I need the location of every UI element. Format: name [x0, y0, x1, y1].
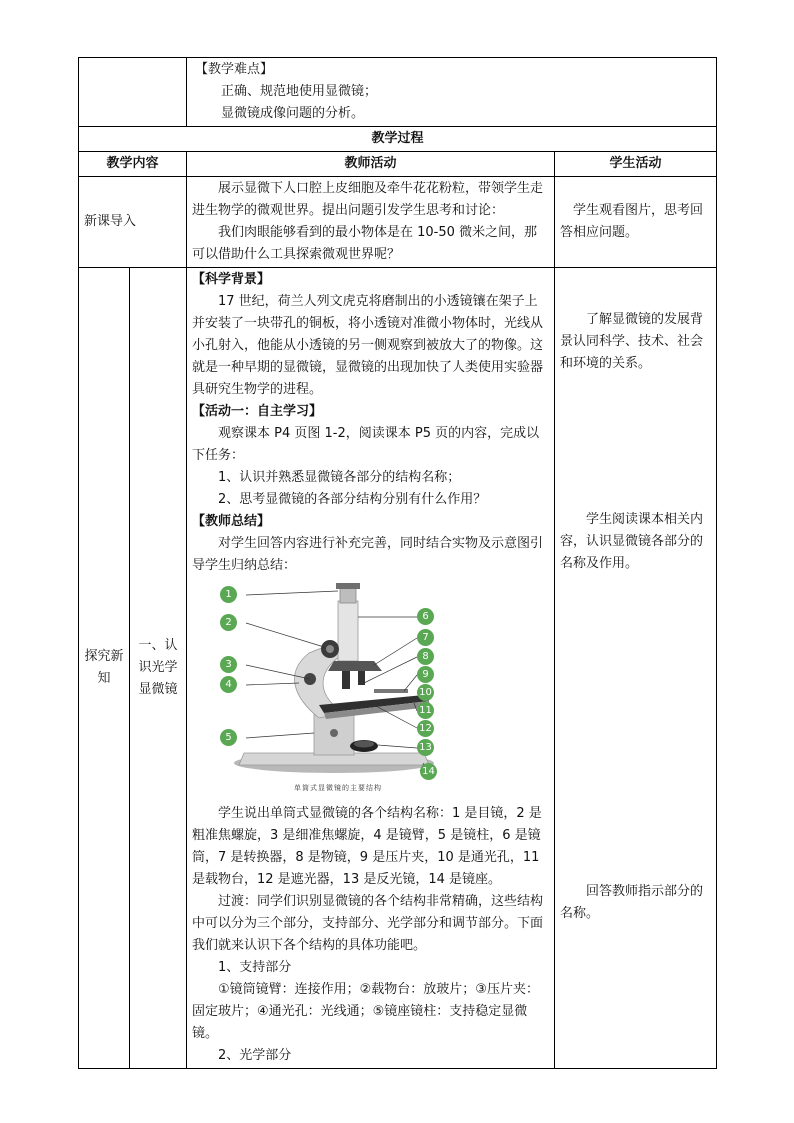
activity-text: 观察课本 P4 页图 1-2，阅读课本 P5 页的内容，完成以下任务：: [192, 426, 540, 463]
transition-text: 过渡：同学们识别显微镜的各个结构非常精确，这些结构中可以分为三个部分，支持部分、光学部分和调节部分。下面我们就来认识下各个结构的具体功能吧。: [192, 894, 544, 953]
callout-14: 14: [420, 763, 437, 780]
optics-heading: 2、光学部分: [218, 1048, 292, 1063]
science-heading: 【科学背景】: [192, 272, 271, 287]
explore-teacher: [187, 268, 555, 1069]
activity-heading: 【活动一：自主学习】: [192, 404, 323, 419]
explore-row: [79, 268, 717, 1069]
callout-1: 1: [220, 586, 237, 603]
intro-student-text: 学生观看图片，思考回答相应问题。: [560, 203, 704, 240]
callout-6: 6: [417, 608, 434, 625]
explore-student: [555, 268, 717, 1069]
intro-teacher-p1: 展示显微下人口腔上皮细胞及牵牛花花粉粒，带领学生走进生物学的微观世界。提出问题引发学生思考和讨论：: [192, 181, 544, 218]
lesson-plan-page: [78, 57, 716, 1069]
difficulty-cell: [187, 58, 717, 127]
intro-teacher-p2: 我们肉眼能够看到的最小物体是在 10-50 微米之间，那可以借助什么工具探索微观世界呢？: [192, 225, 538, 262]
support-text: ①镜筒镜臂：连接作用；②载物台：放玻片；③压片夹：固定玻片；④通光孔：光线通；⑤镜座镜柱：支持稳定显微镜。: [192, 982, 539, 1041]
header-content: 教学内容: [79, 152, 187, 177]
callout-8: 8: [417, 648, 434, 665]
microscope-diagram: [224, 583, 474, 793]
summary-heading: 【教师总结】: [192, 514, 271, 529]
callout-13: 13: [417, 739, 434, 756]
callout-5: 5: [220, 729, 237, 746]
intro-student: [555, 177, 717, 268]
header-student: 学生活动: [555, 152, 717, 177]
process-title-row: [79, 127, 717, 152]
process-title: 教学过程: [79, 127, 717, 152]
intro-label: 新课导入: [79, 177, 187, 268]
explore-sub-label: 一、认识光学显微镜: [130, 268, 187, 1069]
microscope-illustration: [224, 583, 474, 783]
header-row: [79, 152, 717, 177]
difficulty-row: [79, 58, 717, 127]
difficulty-item: 正确、规范地使用显微镜；: [221, 84, 378, 99]
intro-teacher: [187, 177, 555, 268]
student-activity-1: 了解显微镜的发展背景认同科学、技术、社会和环境的关系。: [560, 312, 704, 371]
difficulty-item: 显微镜成像问题的分析。: [221, 106, 365, 121]
student-activity-2: 学生阅读课本相关内容，认识显微镜各部分的名称及作用。: [560, 512, 704, 571]
callout-12: 12: [417, 720, 434, 737]
callout-4: 4: [220, 676, 237, 693]
explore-label: 探究新知: [79, 268, 130, 1069]
intro-row: [79, 177, 717, 268]
header-teacher: 教师活动: [187, 152, 555, 177]
callout-10: 10: [417, 684, 434, 701]
student-activity-3: 回答教师指示部分的名称。: [560, 884, 704, 921]
task-item: 1、认识并熟悉显微镜各部分的结构名称；: [218, 470, 461, 485]
diagram-caption: 单筒式显微镜的主要结构: [294, 784, 382, 792]
callout-11: 11: [417, 702, 434, 719]
callout-7: 7: [417, 629, 434, 646]
science-text: 17 世纪，荷兰人列文虎克将磨制出的小透镜镶在架子上并安装了一块带孔的铜板，将小透镜对准微小物体时，光线从小孔射入，他能从小透镜的另一侧观察到被放大了的物像。这就是一种早期的显微镜，显微镜的出现加快了人类使用实验器具研究生物学的进程。: [192, 294, 544, 397]
difficulty-heading: 【教学难点】: [195, 62, 274, 77]
callout-2: 2: [220, 614, 237, 631]
callout-3: 3: [220, 656, 237, 673]
callout-9: 9: [417, 666, 434, 683]
answer-text: 学生说出单筒式显微镜的各个结构名称：1 是目镜，2 是粗准焦螺旋，3 是细准焦螺旋，4 是镜臂，5 是镜柱，6 是镜筒，7 是转换器，8 是物镜，9 是压片夹，10 是通光孔，11 是载物台，12 是遮光器，13 是反光镜，14 是镜座。: [192, 806, 542, 887]
summary-text: 对学生回答内容进行补充完善，同时结合实物及示意图引导学生归纳总结：: [192, 536, 544, 573]
support-heading: 1、支持部分: [218, 960, 292, 975]
lesson-table: [78, 57, 717, 1069]
task-item: 2、思考显微镜的各部分结构分别有什么作用？: [218, 492, 487, 507]
